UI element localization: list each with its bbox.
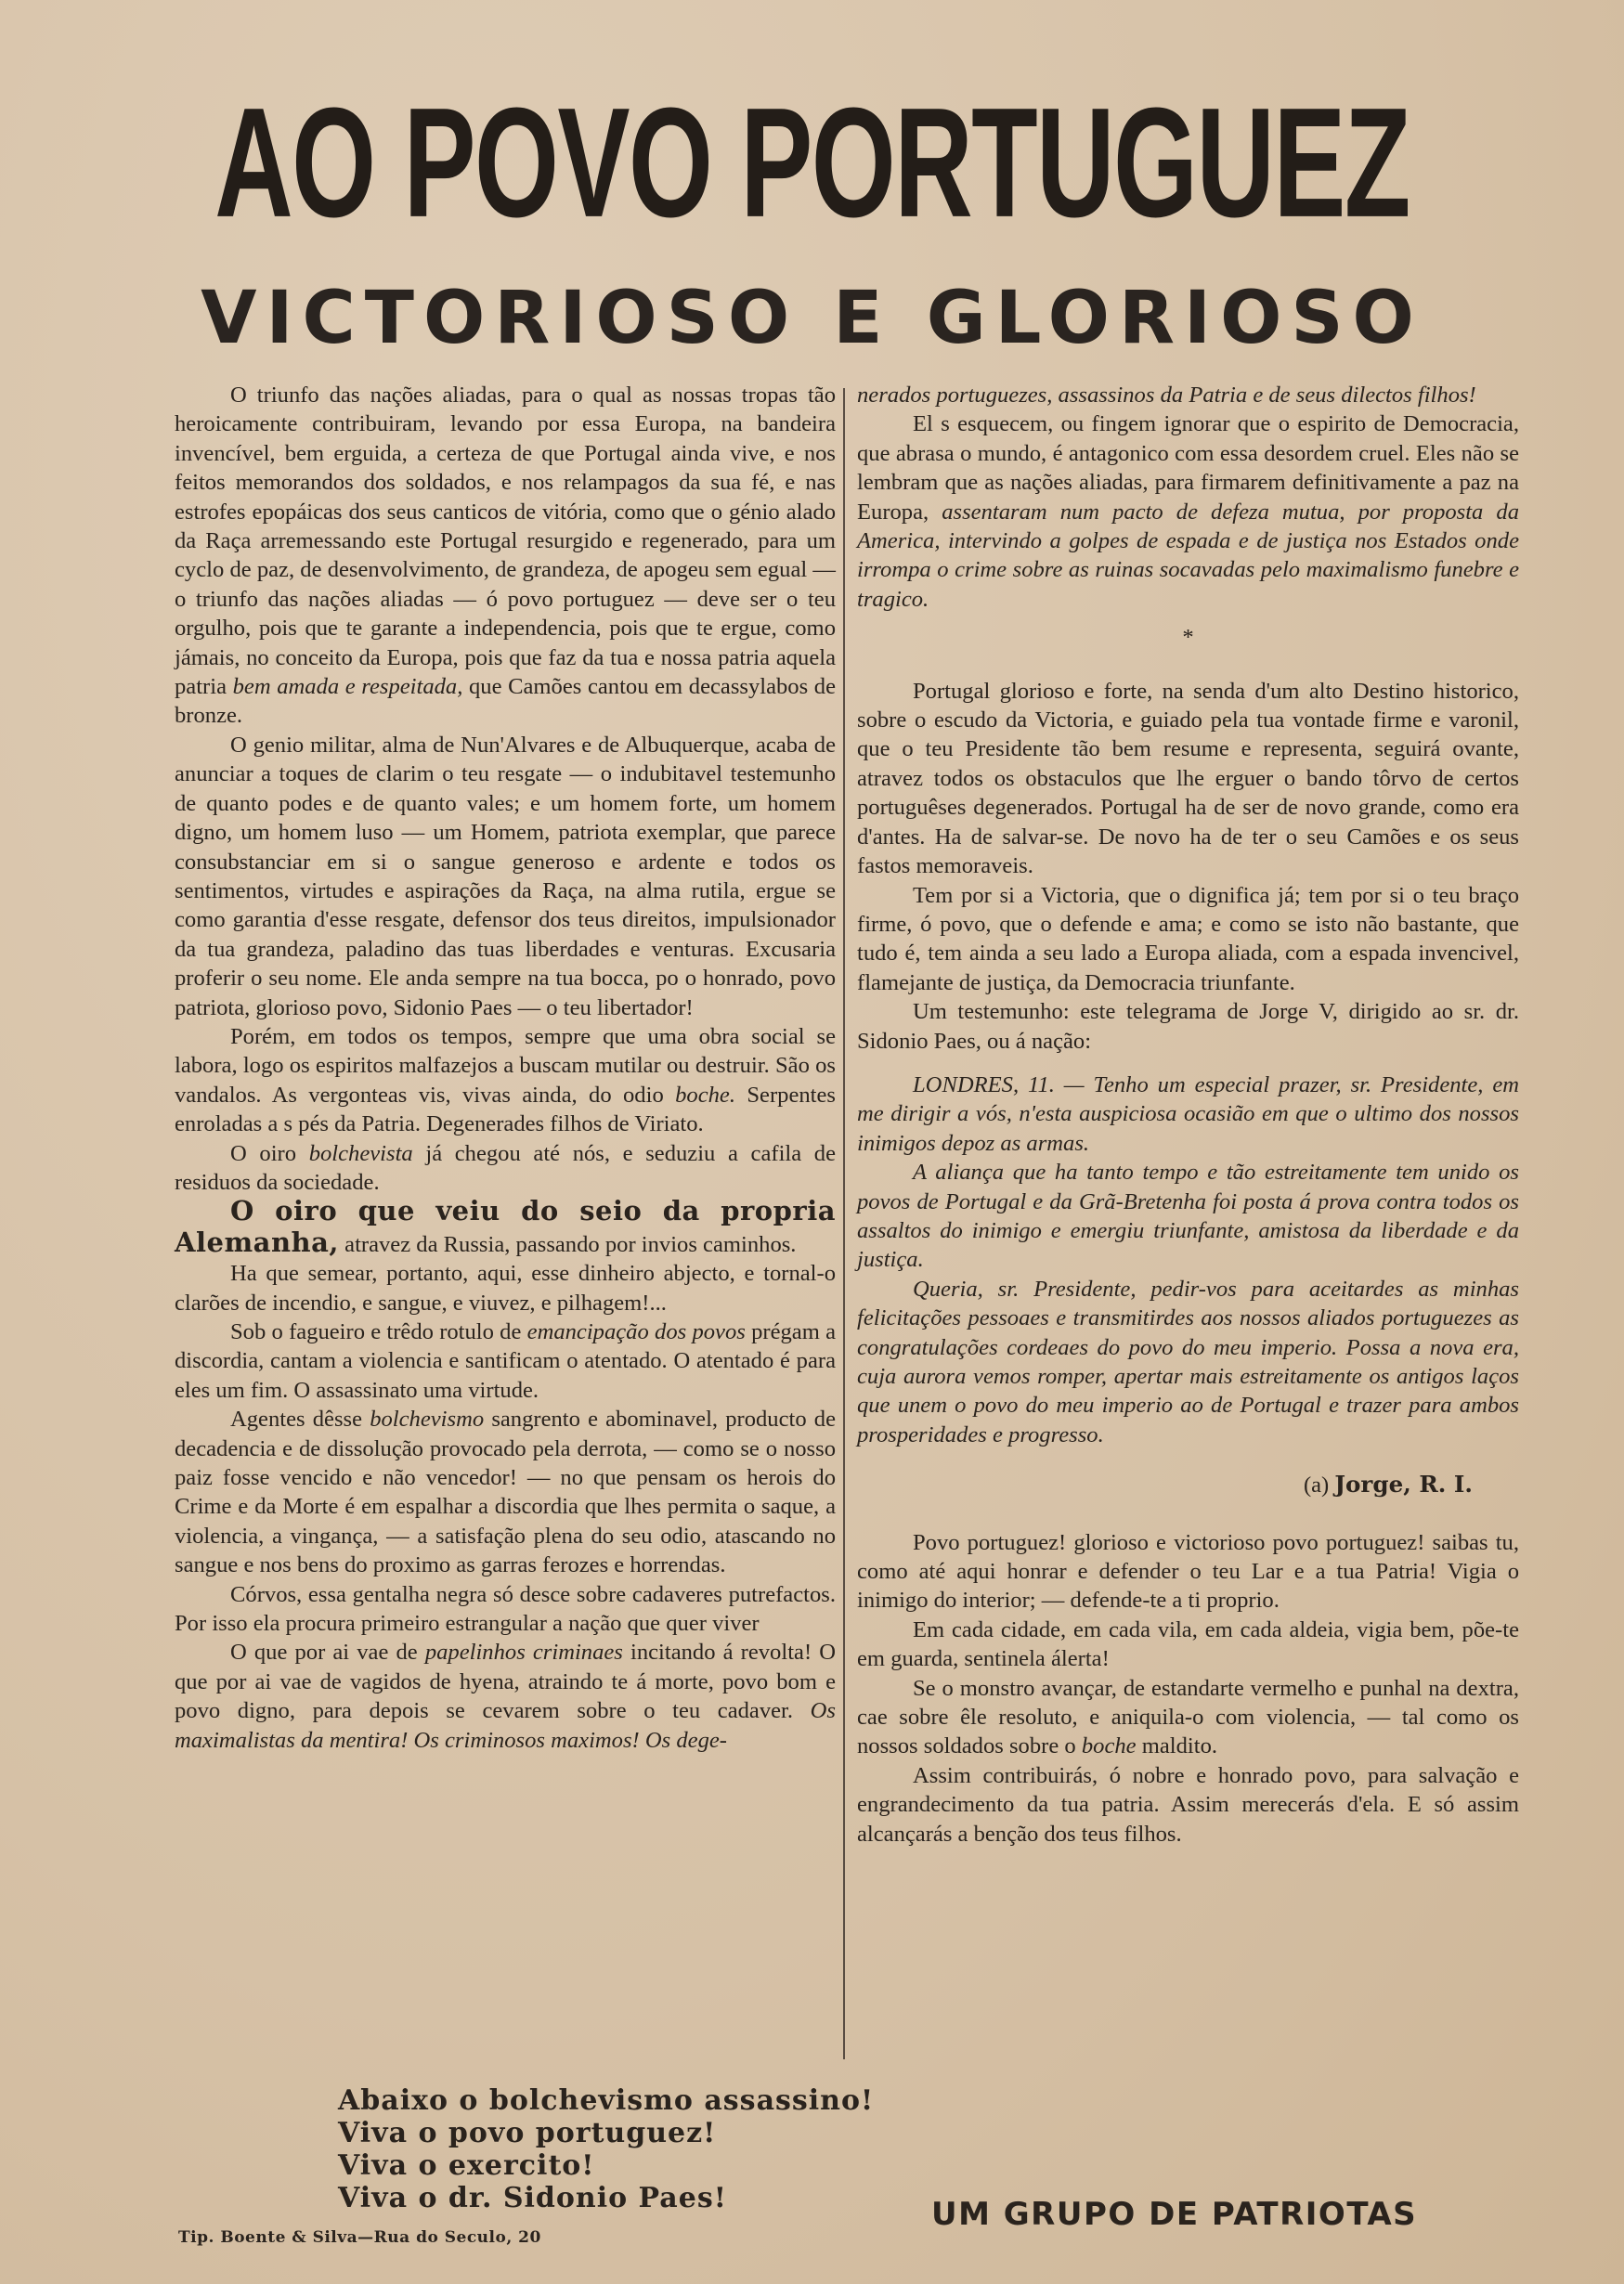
poster-title: AO POVO PORTUGUEZ bbox=[214, 74, 1410, 250]
left-column bbox=[175, 381, 836, 2061]
paragraph: nerados portuguezes, assassinos da Patria e de seus dilectos filhos! bbox=[857, 383, 1476, 408]
column-divider bbox=[843, 388, 845, 2059]
paragraph: Agentes dêsse bolchevismo sangrento e abominavel, producto de decadencia e de dissolução provocado pela derrota, — como se o nosso paiz fosse vencido e não vencedor! — no que pensam os herois do Crime e da Morte é em espalhar a discordia que lhes permita o saque, a violencia, a vingança, — a satisfação plena do seu odio, atascando no sangue e nos bens do proximo as garras ferozes e horrendas. bbox=[175, 1407, 837, 1578]
telegram-signature: (a) Jorge, R. I. bbox=[1303, 1471, 1473, 1499]
paragraph: Sob o fagueiro e trêdo rotulo de emancipação dos povos prégam a discordia, cantam a violencia e santificam o atentado. O atentado é para eles um fim. O assassinato uma virtude. bbox=[175, 1319, 836, 1403]
slogans bbox=[338, 2084, 874, 2214]
paragraph: O que por ai vae de papelinhos criminaes incitando á revolta! O que por ai vae de vagidos de hyena, atraindo te á morte, povo bom e povo digno, para depois se cevarem sobre o teu cadaver. Os maximalistas da mentira! Os criminosos maximos! Os dege- bbox=[175, 1640, 837, 1753]
paragraph: Se o monstro avançar, de estandarte vermelho e punhal na dextra, cae sobre êle resoluto, e aniquila-o com violencia, — tal como os nossos soldados sobre o boche maldito. bbox=[857, 1675, 1519, 1759]
right-column bbox=[857, 381, 1519, 1849]
paragraph: Um testemunho: este telegrama de Jorge V, dirigido ao sr. dr. Sidonio Paes, ou á nação: bbox=[857, 999, 1519, 1054]
paragraph: Ha que semear, portanto, aqui, esse dinheiro abjecto, e tornal-o clarões de incendio, e sangue, e viuvez, e pilhagem!... bbox=[175, 1261, 836, 1316]
paragraph: El s esquecem, ou fingem ignorar que o espirito de Democracia, que abrasa o mundo, é antagonico com essa desordem cruel. Eles não se lembram que as nações aliadas, para firmarem definitivamente a paz na Europa, assentaram num pacto de defeza mutua, por proposta da America, intervindo a golpes de espada e de justiça nos Estados onde irrompa o crime sobre as ruinas socavadas pelo maximalismo funebre e tragico. bbox=[857, 411, 1519, 612]
printer-credit: Tip. Boente & Silva—Rua do Seculo, 20 bbox=[178, 2228, 541, 2247]
paragraph: Portugal glorioso e forte, na senda d'um alto Destino historico, sobre o escudo da Victoria, e guiado pela tua vontade firme e varonil, que o teu Presidente tão bem resume e representa, seguirá ovante, atravez todos os obstaculos que lhe erguer o bando tôrvo de certos portuguêses degenerados. Portugal ha de ser de novo grande, como era d'antes. Ha de salvar-se. De novo ha de ter o seu Camões e os seus fastos memoraveis. bbox=[857, 678, 1519, 879]
poster-subtitle: VICTORIOSO E GLORIOSO bbox=[201, 277, 1423, 360]
slogan-line: Viva o dr. Sidonio Paes! bbox=[338, 2182, 727, 2214]
slogan-line: Viva o exercito! bbox=[338, 2149, 595, 2182]
paragraph: Assim contribuirás, ó nobre e honrado povo, para salvação e engrandecimento da tua patria. Assim merecerás d'ela. E só assim alcançarás a benção dos teus filhos. bbox=[857, 1762, 1519, 1847]
paragraph: O oiro bolchevista já chegou até nós, e seduziu a cafila de residuos da sociedade. bbox=[175, 1140, 837, 1195]
paragraph: Povo portuguez! glorioso e victorioso povo portuguez! saibas tu, como até aqui honrar e defender o teu Lar e a tua Patria! Vigia o inimigo do interior; — defende-te a ti proprio. bbox=[857, 1529, 1519, 1614]
paragraph: Tem por si a Victoria, que o dignifica já; tem por si o teu braço firme, ó povo, que o defende e ama; e como se isto não bastante, que tudo é, tem ainda a seu lado a Europa aliada, com a espada invencivel, flamejante de justiça, da Democracia triunfante. bbox=[857, 882, 1519, 995]
slogan-line: Abaixo o bolchevismo assassino! bbox=[338, 2084, 875, 2117]
paragraph: O oiro que veiu do seio da propria Alemanha, atravez da Russia, passando por invios caminhos. bbox=[175, 1195, 836, 1258]
telegram-paragraph: Queria, sr. Presidente, pedir-vos para aceitardes as minhas felicitações pessoaes e transmitirdes aos nossos aliados portuguezes as congratulações cordeaes do povo do meu imperio. Possa a nova era, cuja aurora vemos romper, apertar mais estreitamente os antigos laços que unem o povo do meu imperio ao de Portugal e trazer para ambos prosperidades e progresso. bbox=[857, 1276, 1519, 1447]
paragraph: O genio militar, alma de Nun'Alvares e de Albuquerque, acaba de anunciar a toques de clarim o teu resgate — o indubitavel testemunho de quanto podes e de quanto vales; e um homem forte, um homem digno, um homem luso — um Homem, patriota exemplar, que parece consubstanciar em si o sangue generoso e ardente e todos os sentimentos, virtudes e aspirações da Raça, na alma rutila, ergue se como garantia d'esse resgate, defensor dos teus direitos, impulsionador da tua grandeza, paladino das tuas liberdades e venturas. Excusaria proferir o seu nome. Ele anda sempre na tua bocca, po o honrado, povo patriota, glorioso povo, Sidonio Paes — o teu libertador! bbox=[175, 732, 836, 1020]
section-star: * bbox=[1182, 625, 1194, 651]
slogan-line: Viva o povo portuguez! bbox=[338, 2117, 717, 2149]
telegram-paragraph: A aliança que ha tanto tempo e tão estreitamente tem unido os povos de Portugal e da Grã-Bretenha foi posta á prova contra todos os assaltos do inimigo e emergiu triunfante, amistosa da liberdade e da justiça. bbox=[857, 1160, 1519, 1273]
telegram-paragraph: LONDRES, 11. — Tenho um especial prazer, sr. Presidente, em me dirigir a vós, n'esta auspiciosa ocasião em que o ultimo dos nossos inimigos depoz as armas. bbox=[857, 1071, 1519, 1156]
paragraph: Em cada cidade, em cada vila, em cada aldeia, vigia bem, põe-te em guarda, sentinela álerta! bbox=[857, 1616, 1519, 1672]
paragraph: Córvos, essa gentalha negra só desce sobre cadaveres putrefactos. Por isso ela procura primeiro estrangular a nação que quer viver bbox=[175, 1581, 836, 1637]
emphasis-heading: O oiro que veiu do seio da propria Alemanha, bbox=[175, 1195, 836, 1258]
paragraph: Porém, em todos os tempos, sempre que uma obra social se labora, logo os espiritos malfazejos a buscam mutilar ou destruir. São os vandalos. As vergonteas vis, vivas ainda, do odio boche. Serpentes enroladas a s pés da Patria. Degenerades filhos de Viriato. bbox=[175, 1023, 836, 1137]
group-signature: UM GRUPO DE PATRIOTAS bbox=[931, 2196, 1418, 2233]
paragraph: O triunfo das nações aliadas, para o qual as nossas tropas tão heroicamente contribuiram, levando por essa Europa, na bandeira invencível, bem erguida, a certeza de que Portugal ainda vive, e nos feitos memorandos dos soldados, e nos relampagos da sua fé, e nas estrofes epopáicas dos seus canticos de vitória, como que o génio alado da Raça arremessando este Portugal resurgido e regenerado, para um cyclo de paz, de desenvolvimento, de grandeza, de apogeu sem egual — o triunfo das nações aliadas — ó povo portuguez — deve ser o teu orgulho, pois que te garante a independencia, pois que te ergue, como jámais, no conceito da Europa, pois que faz da tua e nossa patria aquela patria bem amada e respeitada, que Camões cantou em decassylabos de bronze. bbox=[175, 383, 836, 729]
